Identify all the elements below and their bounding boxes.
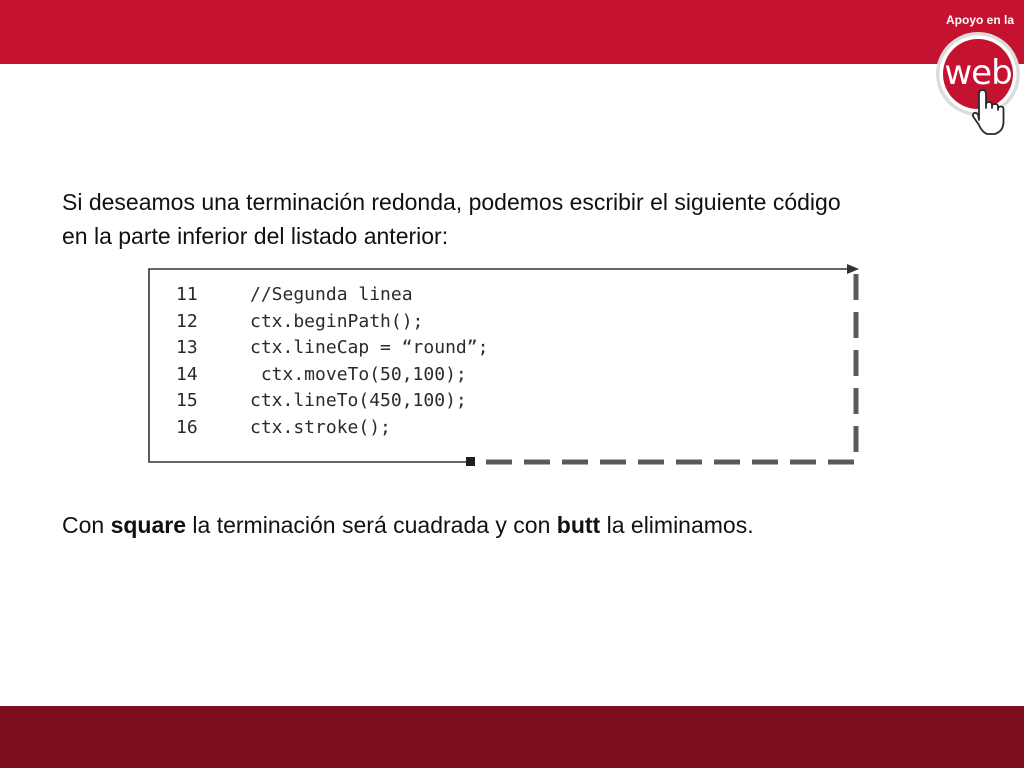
code-line-text: ctx.stroke(); (250, 416, 391, 438)
arrow-right-icon (847, 264, 859, 274)
code-line (176, 282, 488, 309)
code-line-number: 16 (176, 416, 198, 438)
code-figure (140, 260, 870, 470)
code-line (176, 415, 488, 442)
conclusion-paragraph (62, 508, 754, 542)
keyword-square: square (110, 512, 187, 538)
code-line-text: ctx.moveTo(50,100); (250, 363, 467, 385)
code-line-number: 12 (176, 310, 198, 332)
conclusion-middle: la terminación será cuadrada y con (186, 512, 557, 538)
code-frame-dashed-border (480, 274, 856, 462)
code-line-text: //Segunda linea (250, 284, 413, 305)
code-line (176, 335, 488, 362)
frame-corner-marker (466, 457, 475, 466)
code-line-text: ctx.lineCap = “round”; (250, 337, 489, 359)
code-line-text: ctx.lineTo(450,100); (250, 390, 467, 412)
keyword-butt: butt (556, 512, 601, 538)
top-header-band (0, 0, 1024, 64)
code-line-number: 13 (176, 337, 198, 359)
code-line-number: 11 (176, 284, 198, 305)
logo-text: web (944, 53, 1012, 93)
intro-paragraph-line-1: Si deseamos una terminación redonda, podemos escribir el siguiente código (62, 189, 841, 215)
code-line-number: 14 (176, 363, 198, 385)
conclusion-suffix: la eliminamos. (600, 512, 754, 538)
intro-paragraph-line-2: en la parte inferior del listado anterior: (62, 223, 449, 249)
bottom-footer-band (0, 706, 1024, 768)
code-line-text: ctx.beginPath(); (250, 310, 424, 332)
web-logo-icon (932, 28, 1024, 136)
brand-tagline: Apoyo en la (946, 13, 1015, 27)
code-line (176, 388, 488, 415)
code-line (176, 362, 488, 389)
code-line (176, 309, 488, 336)
conclusion-prefix: Con (62, 512, 111, 538)
code-line-number: 15 (176, 390, 198, 412)
code-listing (176, 282, 488, 442)
intro-paragraph (62, 185, 841, 253)
